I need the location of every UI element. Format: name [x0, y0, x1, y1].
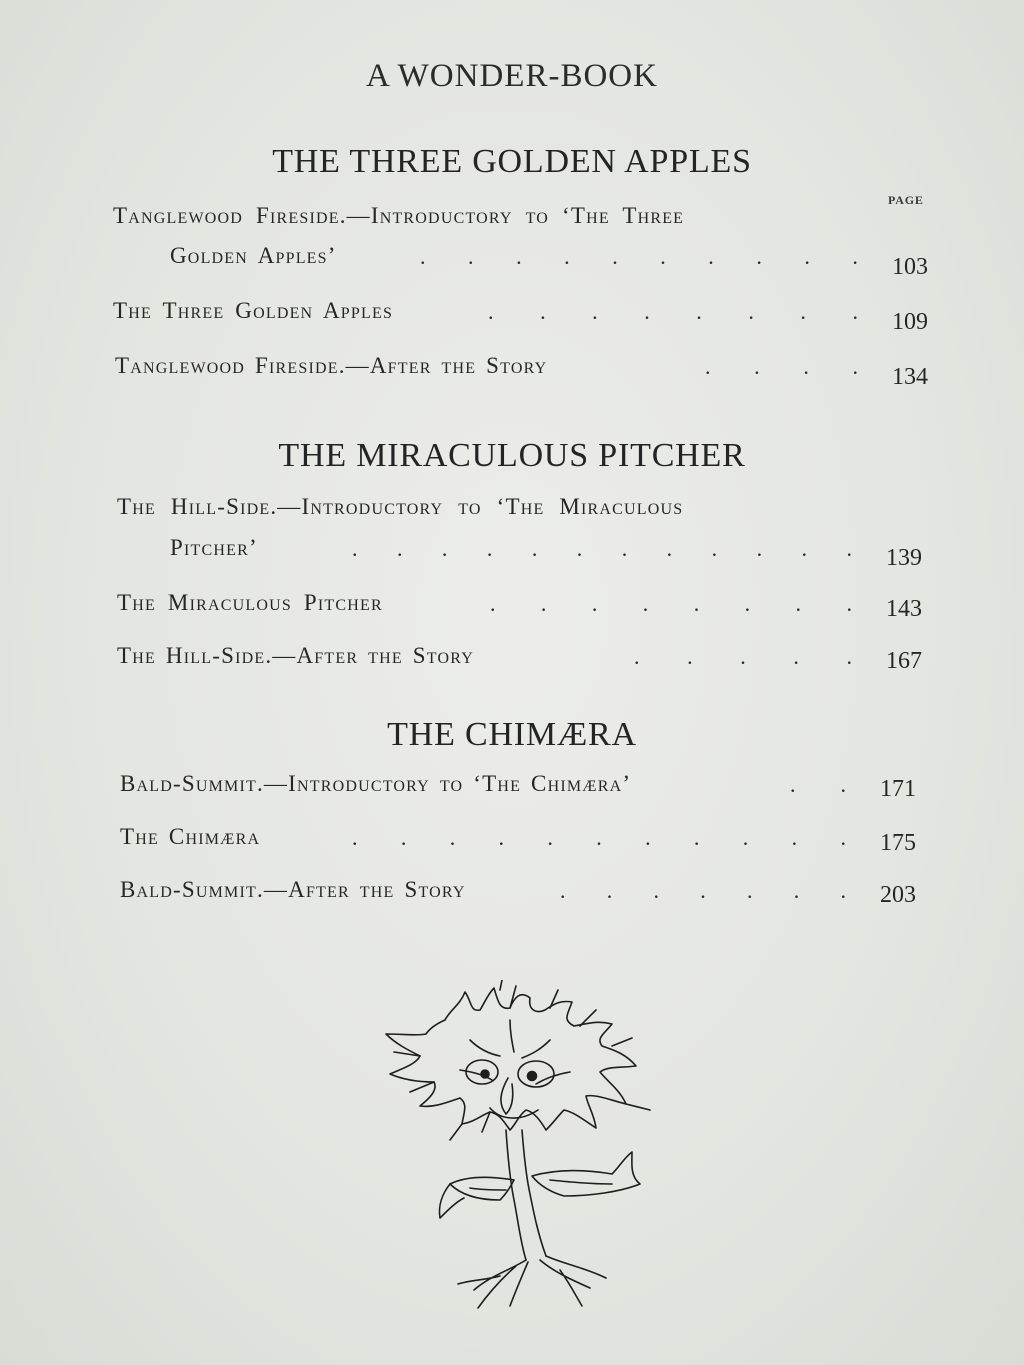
toc-entry-title-continued: Pitcher’ [170, 535, 258, 560]
leader-dots: . . . . . . . [560, 878, 846, 903]
section-title-chimaera: THE CHIMÆRA [387, 716, 637, 753]
toc-entry-title: Bald-Summit.—Introductory to ‘The Chimæra’ [120, 771, 632, 796]
toc-entry-title: The Hill-Side.—Introductory to ‘The Miraculous [117, 494, 684, 519]
toc-entry-title-continued: Golden Apples’ [170, 243, 337, 268]
toc-entry-title: Tanglewood Fireside.—After the Story [115, 353, 548, 378]
toc-page-number: 167 [886, 648, 922, 674]
toc-page-number: 171 [880, 776, 916, 802]
toc-page-number: 134 [892, 364, 928, 390]
leader-dots: . . . . [705, 354, 858, 379]
leader-dots: . . . . . . . . [488, 299, 858, 324]
toc-entry-title: Tanglewood Fireside.—Introductory to ‘The Three [113, 203, 685, 228]
leader-dots: . . . . . . . . . . [420, 244, 858, 269]
toc-page-number: 103 [892, 254, 928, 280]
toc-page-number: 175 [880, 830, 916, 856]
toc-page-number: 109 [892, 309, 928, 335]
leader-dots: . . . . . [634, 644, 852, 669]
toc-entry-title: The Hill-Side.—After the Story [117, 643, 474, 668]
toc-entry-title: Bald-Summit.—After the Story [120, 877, 466, 902]
toc-page-number: 139 [886, 545, 922, 571]
section-title-three-golden-apples: THE THREE GOLDEN APPLES [272, 143, 752, 180]
leader-dots: . . . . . . . . [490, 591, 852, 616]
toc-entry-title: The Three Golden Apples [113, 298, 394, 323]
page-column-label: PAGE [888, 193, 924, 207]
toc-page-number: 203 [880, 882, 916, 908]
leader-dots: . . [790, 772, 846, 797]
section-title-miraculous-pitcher: THE MIRACULOUS PITCHER [278, 437, 746, 474]
leader-dots: . . . . . . . . . . . [352, 825, 846, 850]
tree-face-icon [350, 980, 690, 1310]
book-title: A WONDER-BOOK [366, 58, 658, 94]
leader-dots: . . . . . . . . . . . . [352, 536, 852, 561]
toc-entry-title: The Chimæra [120, 824, 261, 849]
toc-page-number: 143 [886, 596, 922, 622]
toc-entry-title: The Miraculous Pitcher [117, 590, 383, 615]
